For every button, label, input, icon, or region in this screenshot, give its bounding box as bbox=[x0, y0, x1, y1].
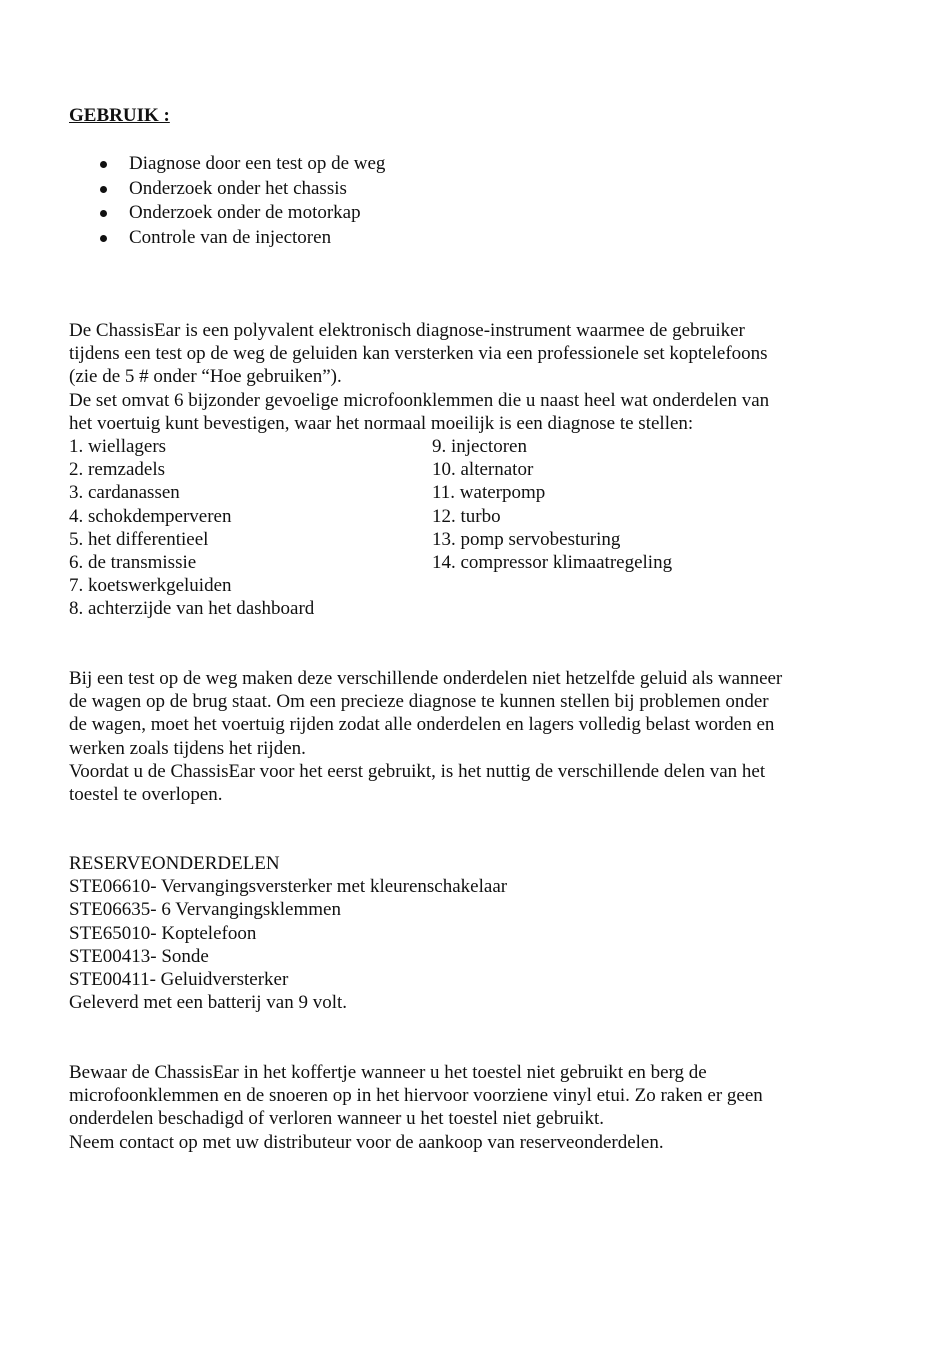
list-item: 4. schokdemperveren 12. turbo bbox=[69, 505, 501, 527]
list-item: STE06610- Vervangingsversterker met kleurenschakelaar bbox=[69, 876, 508, 898]
list-item: STE00411- Geluidversterker bbox=[69, 968, 289, 990]
list-item: STE00413- Sonde bbox=[69, 945, 209, 967]
uses-list bbox=[69, 152, 385, 250]
storage-paragraph: Bewaar de ChassisEar in het koffertje wanneer u het toestel niet gebruikt en berg de microfoonklemmen en de snoeren op in het hiervoor voorziene vinyl etui. Zo raken er geen onderdelen beschadigd of verloren wanneer u het toestel niet gebruikt. Neem contact op met uw distributeur voor de aankoop van reserveonderdelen. bbox=[69, 1062, 763, 1153]
list-item: 6. de transmissie 14. compressor klimaatregeling bbox=[69, 551, 673, 573]
list-item: 8. achterzijde van het dashboard bbox=[69, 598, 315, 620]
list-item: Onderzoek onder de motorkap bbox=[69, 201, 385, 226]
battery-note: Geleverd met een batterij van 9 volt. bbox=[69, 992, 348, 1014]
intro-paragraph: De ChassisEar is een polyvalent elektronisch diagnose-instrument waarmee de gebruiker tijdens een test op de weg de geluiden kan versterken via een professionele set koptelefoons (zie de 5 # onder “Hoe gebruiken”). De set omvat 6 bijzonder gevoelige microfoonklemmen die u naast heel wat onderdelen van het voertuig kunt bevestigen, waar het normaal moeilijk is een diagnose te stellen: bbox=[69, 320, 770, 434]
parts-list bbox=[69, 435, 869, 621]
list-item: 2. remzadels 10. alternator bbox=[69, 459, 534, 481]
spare-parts-title: RESERVEONDERDELEN bbox=[69, 853, 280, 874]
bullet-icon bbox=[100, 161, 107, 168]
bullet-icon bbox=[100, 210, 107, 217]
list-item: 7. koetswerkgeluiden bbox=[69, 575, 232, 597]
spare-parts-section bbox=[69, 852, 507, 1014]
bullet-icon bbox=[100, 186, 107, 193]
list-item: 1. wiellagers 9. injectoren bbox=[69, 436, 527, 457]
list-item: 5. het differentieel 13. pomp servobesturing bbox=[69, 528, 621, 550]
list-item: STE06635- 6 Vervangingsklemmen bbox=[69, 899, 341, 921]
bullet-icon bbox=[100, 235, 107, 242]
road-test-paragraph: Bij een test op de weg maken deze verschillende onderdelen niet hetzelfde geluid als wanneer de wagen op de brug staat. Om een precieze diagnose te kunnen stellen bij problemen onder de wagen, moet het voertuig rijden zodat alle onderdelen en lagers volledig belast worden en werken zoals tijdens het rijden. Voordat u de ChassisEar voor het eerst gebruikt, is het nuttig de verschillende delen van het toestel te overlopen. bbox=[69, 668, 783, 805]
list-item: Diagnose door een test op de weg bbox=[69, 152, 385, 177]
list-item: Onderzoek onder het chassis bbox=[69, 177, 385, 202]
list-item: 3. cardanassen 11. waterpomp bbox=[69, 482, 546, 504]
list-item: STE65010- Koptelefoon bbox=[69, 922, 257, 944]
section-heading: GEBRUIK : bbox=[69, 105, 170, 126]
list-item: Controle van de injectoren bbox=[69, 226, 385, 251]
